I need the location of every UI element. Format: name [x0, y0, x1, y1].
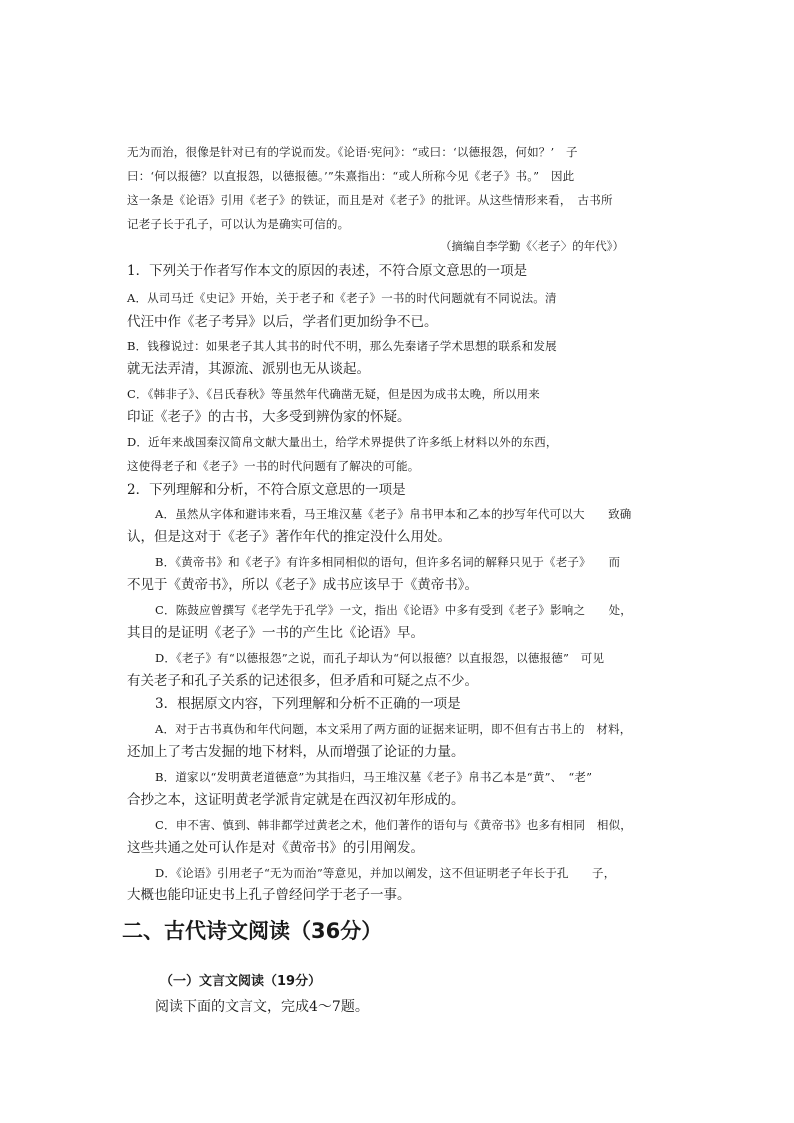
passage-line: 无为而治，很像是针对已有的学说而发。《论语·宪问》：“或曰：‘以德报怨，何如？’ 子 — [127, 145, 578, 159]
q1-option-a-line1: A．从司马迁《史记》开始，关于老子和《老子》一书的时代问题就有不同说法。清 — [127, 291, 557, 305]
q2-option-a-line1: A．虽然从字体和避讳来看，马王堆汉墓《老子》帛书甲本和乙本的抄写年代可以大 致确 — [155, 507, 632, 521]
q1-option-d-line1: D．近年来战国秦汉简帛文献大量出土，给学术界提供了许多纸上材料以外的东西， — [127, 435, 558, 449]
passage-line: 这一条是《论语》引用《老子》的铁证，而且是对《老子》的批评。从这些情形来看， 古书所 — [127, 193, 613, 207]
q3-option-d-line1: D．《论语》引用老子“无为而治”等意见，并加以阐发，这不但证明老子年长于孔 子， — [155, 866, 616, 880]
q2-option-d-line2: 有关老子和孔子关系的记述很多，但矛盾和可疑之点不少。 — [127, 673, 478, 689]
instruction-text: 阅读下面的文言文，完成4～7题。 — [155, 999, 369, 1015]
passage-source: （摘编自李学勤《〈老子〉的年代》） — [440, 239, 624, 253]
q1-option-b-line2: 就无法弄清，其源流、派别也无从谈起。 — [127, 361, 370, 377]
section-heading: 二、古代诗文阅读（36分） — [122, 919, 383, 943]
passage-line: 记老子长于孔子，可以认为是确实可信的。 — [127, 217, 350, 231]
q3-option-d-line2: 大概也能印证史书上孔子曾经问学于老子一事。 — [127, 887, 411, 903]
question-2-stem: 2．下列理解和分析，不符合原文意思的一项是 — [127, 482, 406, 498]
q3-option-c-line2: 这些共通之处可认作是对《黄帝书》的引用阐发。 — [127, 840, 424, 856]
q1-option-c-line1: C．《韩非子》、《吕氏春秋》等虽然年代确凿无疑，但是因为成书太晚，所以用来 — [127, 387, 540, 401]
q1-option-d-line2: 这使得老子和《老子》一书的时代问题有了解决的可能。 — [127, 459, 420, 473]
q1-option-b-line1: B．钱穆说过：如果老子其人其书的时代不明，那么先秦诸子学术思想的联系和发展 — [127, 339, 557, 353]
q2-option-a-line2: 认，但是这对于《老子》著作年代的推定没什么用处。 — [127, 529, 451, 545]
passage-line: 曰：‘何以报德？以直报怨，以德报德。’”朱熹指出：“或人所称今见《老子》书。” 因此 — [127, 169, 575, 183]
q3-option-b-line1: B．道家以“发明黄老道德意”为其指归，马王堆汉墓《老子》帛书乙本是“黄”、 “老” — [155, 770, 593, 784]
q2-option-b-line2: 不见于《黄帝书》，所以《老子》成书应该早于《黄帝书》。 — [127, 577, 478, 593]
question-1-stem: 1．下列关于作者写作本文的原因的表述，不符合原文意思的一项是 — [127, 263, 528, 279]
q3-option-b-line2: 合抄之本，这证明黄老学派肯定就是在西汉初年形成的。 — [127, 792, 465, 808]
q1-option-c-line2: 印证《老子》的古书，大多受到辨伪家的怀疑。 — [127, 409, 411, 425]
q3-option-a-line1: A．对于古书真伪和年代问题，本文采用了两方面的证据来证明，即不但有古书上的 材料， — [155, 722, 632, 736]
subsection-heading: （一）文言文阅读（19分） — [160, 974, 322, 989]
q3-option-c-line1: C．申不害、慎到、韩非都学过黄老之术，他们著作的语句与《黄帝书》也多有相同 相似， — [155, 818, 632, 832]
q2-option-c-line1: C．陈鼓应曾撰写《老学先于孔学》一文，指出《论语》中多有受到《老子》影响之 处， — [155, 603, 632, 617]
question-3-stem: 3．根据原文内容，下列理解和分析不正确的一项是 — [155, 696, 461, 712]
q2-option-d-line1: D．《老子》有“以德报怨”之说，而孔子却认为“何以报德？以直报怨，以德报德” 可见 — [155, 651, 605, 665]
q2-option-b-line1: B．《黄帝书》和《老子》有许多相同相似的语句，但许多名词的解释只见于《老子》 而 — [155, 555, 621, 569]
q1-option-a-line2: 代汪中作《老子考异》以后，学者们更加纷争不已。 — [127, 314, 438, 330]
q3-option-a-line2: 还加上了考古发掘的地下材料，从而增强了论证的力量。 — [127, 744, 465, 760]
q2-option-c-line2: 其目的是证明《老子》一书的产生比《论语》早。 — [127, 625, 424, 641]
